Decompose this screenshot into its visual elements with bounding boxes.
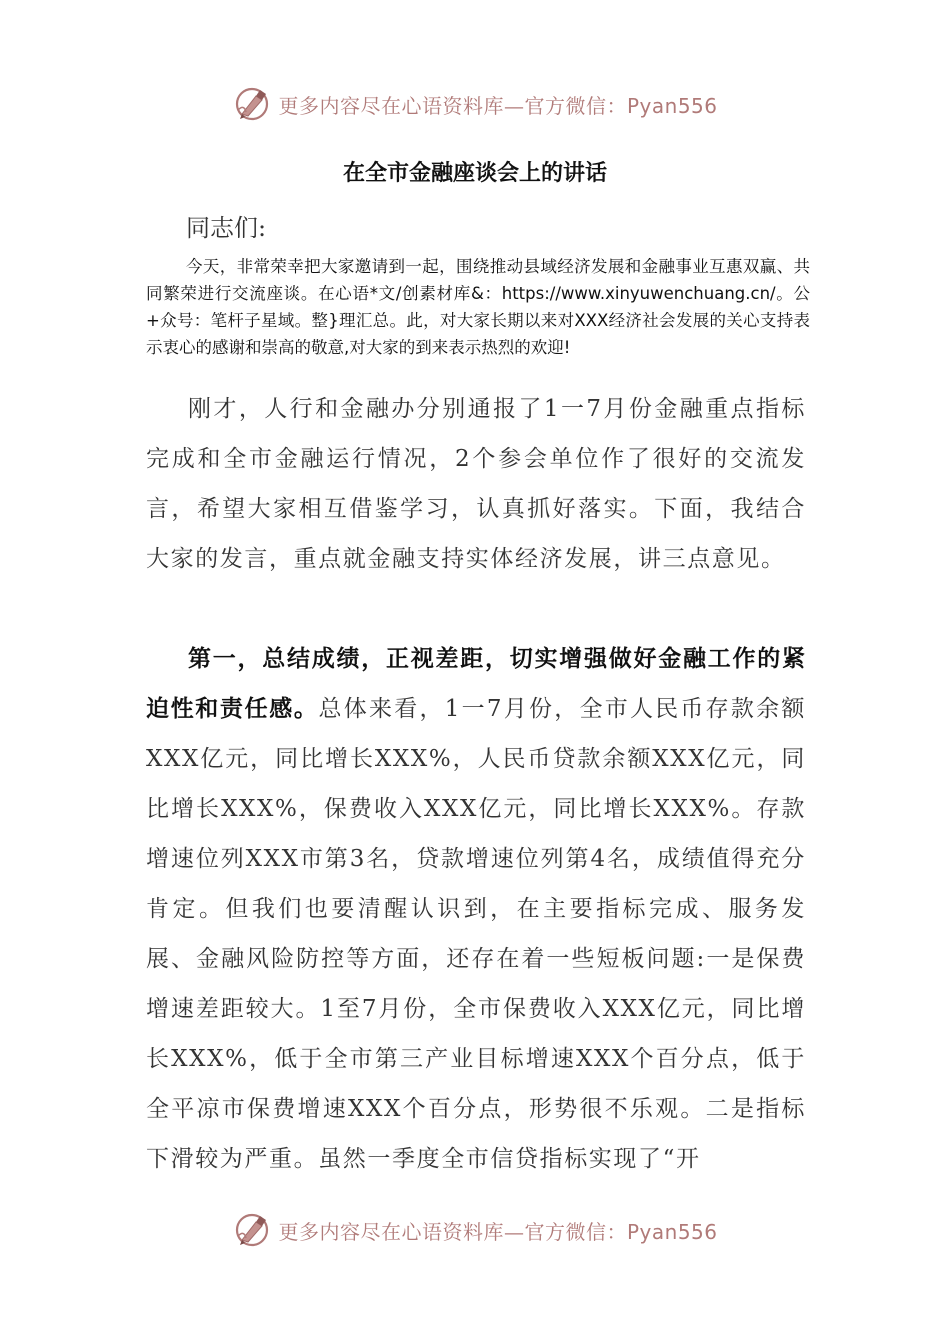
paragraph-3 [146,634,806,1184]
footer-banner [0,1208,950,1252]
salutation: 同志们: [186,214,267,242]
banner-text: 更多内容尽在心语资料库—官方微信：Pyan556 [278,1219,718,1244]
wechat-id: Pyan556 [626,1219,718,1244]
paragraph-3-lead: 第一，总结成绩，正视差距，切实增强做好金融工作的紧迫性和责任感。 [146,646,806,722]
pen-nib-logo-icon [232,84,272,124]
paragraph-3-body: 总体来看，1一7月份，全市人民币存款余额XXX亿元，同比增长XXX%，人民币贷款余额XXX亿元，同比增长XXX%，保费收入XXX亿元，同比增长XXX%。存款增速位列XXX市第3名，贷款增速位列第4名，成绩值得充分肯定。但我们也要清醒认识到，在主要指标完成、服务发展、金融风险防控等方面，还存在着一些短板问题:一是保费增速差距较大。1至7月份，全市保费收入XXX亿元，同比增长XXX%，低于全市第三产业目标增速XXX个百分点，低于全平凉市保费增速XXX个百分点，形势很不乐观。二是指标下滑较为严重。虽然一季度全市信贷指标实现了“开 [146,696,806,1172]
paragraph-2: 刚才，人行和金融办分别通报了1一7月份金融重点指标完成和全市金融运行情况，2个参会单位作了很好的交流发言，希望大家相互借鉴学习，认真抓好落实。下面，我结合大家的发言，重点就金融支持实体经济发展，讲三点意见。 [146,396,806,572]
wechat-id: Pyan556 [626,93,718,118]
pen-nib-logo-icon [232,1210,272,1250]
banner-text: 更多内容尽在心语资料库—官方微信：Pyan556 [278,93,718,118]
header-banner [0,82,950,126]
document-title: 在全市金融座谈会上的讲话 [342,161,607,186]
intro-paragraph: 今天，非常荣幸把大家邀请到一起，围绕推动县域经济发展和金融事业互惠双赢、共同繁荣进行交流座谈。在心语*文/创素材库&：https://www.xinyuwenchuang.cn/。公+众号：笔杆子星域。整}理汇总。此，对大家长期以来对XXX经济社会发展的关心支持表示衷心的感谢和崇高的敬意,对大家的到来表示热烈的欢迎! [146,257,810,357]
